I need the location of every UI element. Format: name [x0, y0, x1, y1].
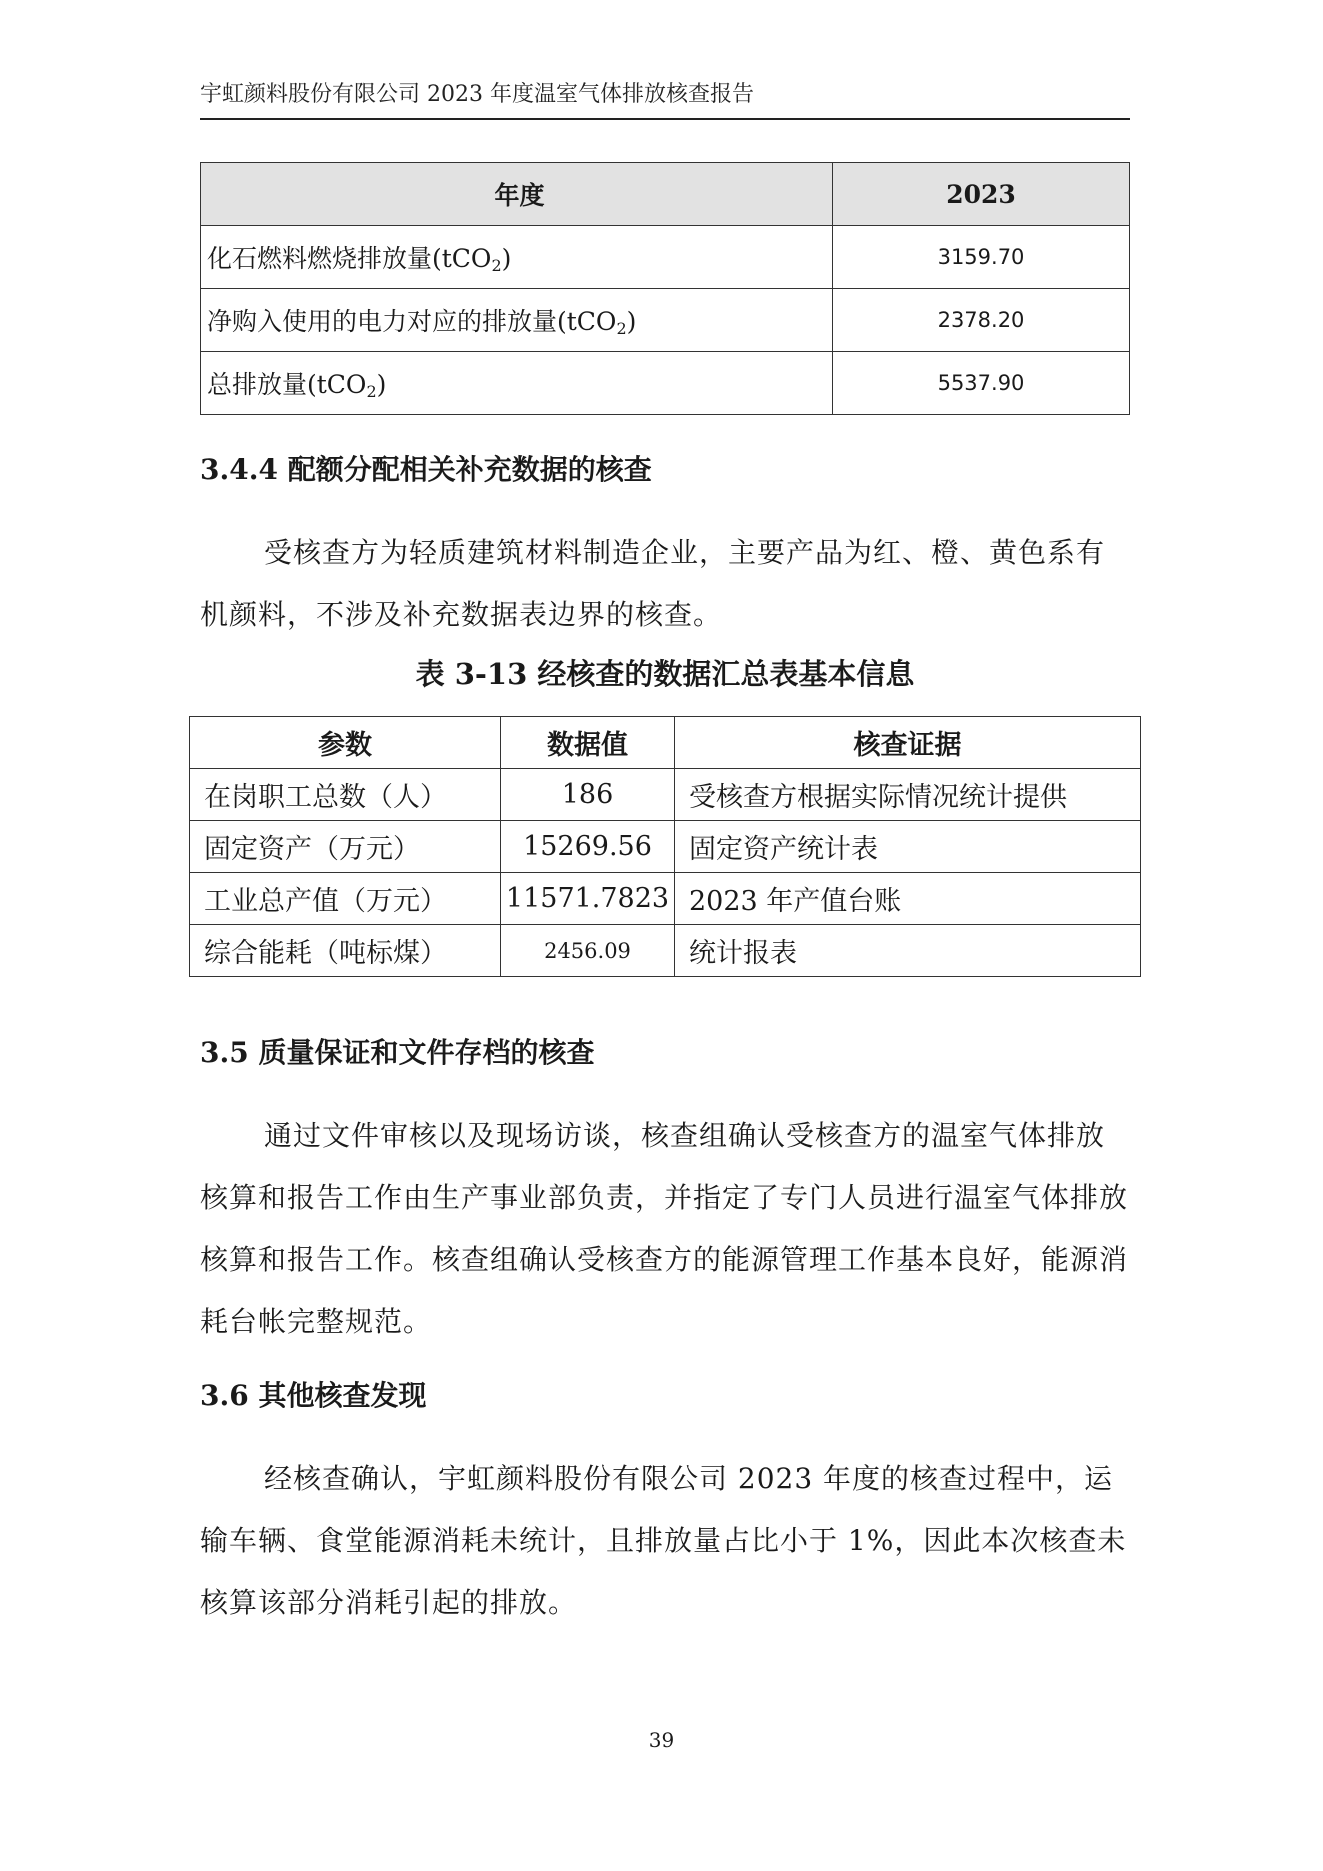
emission-table [200, 162, 1130, 415]
running-header: 宇虹颜料股份有限公司 2023 年度温室气体排放核查报告 [200, 80, 1130, 120]
section-heading-3-6: 3.6 其他核查发现 [200, 1379, 427, 1412]
column-header-param: 参数 [190, 717, 501, 769]
row-label-suffix: ) [501, 244, 512, 273]
evidence-cell: 受核查方根据实际情况统计提供 [675, 769, 1141, 821]
table-row [201, 289, 1130, 352]
row-label-text: 总排放量(tCO [207, 370, 367, 399]
table-header-row [201, 163, 1130, 226]
subscript: 2 [491, 256, 502, 275]
row-value: 5537.90 [833, 352, 1130, 415]
row-label [201, 226, 833, 289]
table-header-row [190, 717, 1141, 769]
row-value: 3159.70 [833, 226, 1130, 289]
row-label [201, 352, 833, 415]
section-heading-3-4-4: 3.4.4 配额分配相关补充数据的核查 [200, 453, 652, 486]
row-label-suffix: ) [626, 307, 637, 336]
param-cell: 固定资产（万元） [190, 821, 501, 873]
value-cell: 2456.09 [501, 925, 675, 977]
section-3-4-4-body: 受核查方为轻质建筑材料制造企业，主要产品为红、橙、黄色系有机颜料，不涉及补充数据表边界的核查。 [200, 536, 1106, 631]
table-row [190, 769, 1141, 821]
column-header-value: 数据值 [501, 717, 675, 769]
table-row [190, 821, 1141, 873]
value-cell: 11571.7823 [501, 873, 675, 925]
summary-table [189, 716, 1141, 977]
row-label-suffix: ) [376, 370, 387, 399]
page-number: 39 [648, 1728, 675, 1752]
evidence-cell: 统计报表 [675, 925, 1141, 977]
param-cell: 综合能耗（吨标煤） [190, 925, 501, 977]
row-label [201, 289, 833, 352]
table-caption: 表 3-13 经核查的数据汇总表基本信息 [415, 657, 915, 691]
value-cell: 186 [501, 769, 675, 821]
section-3-6-body: 经核查确认，宇虹颜料股份有限公司 2023 年度的核查过程中，运输车辆、食堂能源消耗未统计，且排放量占比小于 1%，因此本次核查未核算该部分消耗引起的排放。 [200, 1462, 1127, 1619]
subscript: 2 [366, 382, 377, 401]
row-label-text: 净购入使用的电力对应的排放量(tCO [207, 307, 617, 336]
table-row [201, 352, 1130, 415]
column-header-year: 年度 [201, 163, 833, 226]
evidence-cell: 2023 年产值台账 [675, 873, 1141, 925]
value-cell: 15269.56 [501, 821, 675, 873]
table-row [190, 873, 1141, 925]
section-heading-3-5: 3.5 质量保证和文件存档的核查 [200, 1036, 595, 1069]
column-header-evidence: 核查证据 [675, 717, 1141, 769]
column-header-2023: 2023 [833, 163, 1130, 226]
param-cell: 在岗职工总数（人） [190, 769, 501, 821]
subscript: 2 [616, 319, 627, 338]
table-row [201, 226, 1130, 289]
row-label-text: 化石燃料燃烧排放量(tCO [207, 244, 492, 273]
section-3-5-body: 通过文件审核以及现场访谈，核查组确认受核查方的温室气体排放核算和报告工作由生产事业部负责，并指定了专门人员进行温室气体排放核算和报告工作。核查组确认受核查方的能源管理工作基本良好，能源消耗台帐完整规范。 [200, 1119, 1129, 1338]
param-cell: 工业总产值（万元） [190, 873, 501, 925]
evidence-cell: 固定资产统计表 [675, 821, 1141, 873]
table-row [190, 925, 1141, 977]
row-value: 2378.20 [833, 289, 1130, 352]
